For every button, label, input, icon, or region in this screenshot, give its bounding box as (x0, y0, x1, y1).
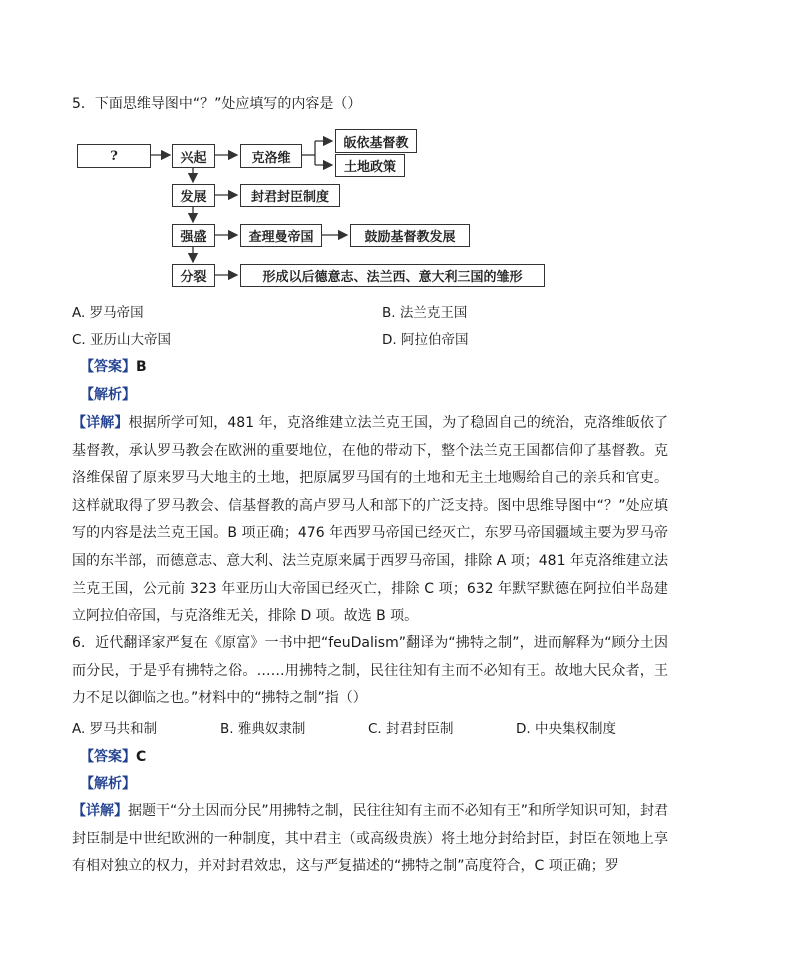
node-feudal-system: 封君封臣制度 (240, 184, 340, 207)
answer-value: C (136, 749, 147, 765)
node-clovis: 克洛维 (240, 144, 302, 168)
q6-explanation (72, 798, 668, 881)
answer-value: B (136, 359, 147, 375)
q6-option-c: C. 封君封臣制 (368, 721, 454, 737)
node-land-policy: 土地政策 (335, 154, 405, 177)
answer-label: 【答案】 (80, 749, 136, 765)
q6-option-a: A. 罗马共和制 (72, 721, 158, 737)
q5-option-c: C. 亚历山大帝国 (72, 332, 172, 348)
q5-option-b: B. 法兰克王国 (382, 305, 468, 321)
q6-option-b: B. 雅典奴隶制 (220, 721, 306, 737)
q6-answer (80, 747, 146, 767)
q5-explanation (72, 410, 668, 631)
node-charlemagne: 查理曼帝国 (240, 224, 322, 247)
q6-option-d: D. 中央集权制度 (516, 721, 616, 737)
answer-label: 【答案】 (80, 359, 136, 375)
q5-stem: 5．下面思维导图中“？”处应填写的内容是（） (72, 96, 362, 112)
stage-split: 分裂 (172, 264, 215, 287)
q5-analysis-label (80, 385, 136, 405)
stage-develop: 发展 (172, 184, 215, 207)
stage-peak: 强盛 (172, 224, 215, 247)
mindmap-root-box: ? (77, 144, 151, 168)
q5-option-a: A. 罗马帝国 (72, 305, 144, 321)
q5-mindmap (72, 125, 552, 290)
analysis-label: 【解析】 (80, 776, 136, 792)
q5-answer (80, 357, 147, 377)
analysis-label: 【解析】 (80, 387, 136, 403)
detail-label: 【详解】 (72, 415, 129, 431)
q6-analysis-label (80, 774, 136, 794)
q5-option-d: D. 阿拉伯帝国 (382, 332, 469, 348)
q6-detail-text: 据题干“分土因而分民”用拂特之制，民往往知有主而不必知有王”和所学知识可知，封君封臣制是中世纪欧洲的一种制度，其中君主（或高级贵族）将土地分封给封臣，封臣在领地上享有相对独立的权力，并对封君效忠，这与严复描述的“拂特之制”高度符合，C 项正确；罗 (72, 803, 669, 875)
node-convert-christianity: 皈依基督教 (335, 129, 417, 153)
stage-rise: 兴起 (172, 144, 215, 168)
q5-detail-text: 根据所学可知，481 年，克洛维建立法兰克王国，为了稳固自己的统治，克洛维皈依了基督教，承认罗马教会在欧洲的重要地位，在他的带动下，整个法兰克王国都信仰了基督教。克洛维保留了原来罗马大地主的土地，把原属罗马国有的土地和无主土地赐给自己的亲兵和官吏。这样就取得了罗马教会、信基督教的高卢罗马人和部下的广泛支持。图中思维导图中“？”处应填写的内容是法兰克王国。B 项正确；476 年西罗马帝国已经灭亡，东罗马帝国疆域主要为罗马帝国的东半部，而德意志、意大利、法兰克原来属于西罗马帝国，排除 A 项；481 年克洛维建立法兰克王国，公元前 323 年亚历山大帝国已经灭亡，排除 C 项；632 年默罕默德在阿拉伯半岛建立阿拉伯帝国，与克洛维无关，排除 D 项。故选 B 项。 (72, 415, 668, 625)
detail-label: 【详解】 (72, 803, 129, 819)
node-three-nations: 形成以后德意志、法兰西、意大利三国的雏形 (240, 264, 545, 287)
q6-stem: 6．近代翻译家严复在《原富》一书中把“feuDalism”翻译为“拂特之制”，进而解释为“顾分土因而分民，于是乎有拂特之俗。……用拂特之制，民往往知有主而不必知有王。故地大民众者，王力不足以御临之也。”材料中的“拂特之制”指（） (72, 635, 668, 707)
node-encourage-christianity: 鼓励基督教发展 (350, 224, 470, 247)
